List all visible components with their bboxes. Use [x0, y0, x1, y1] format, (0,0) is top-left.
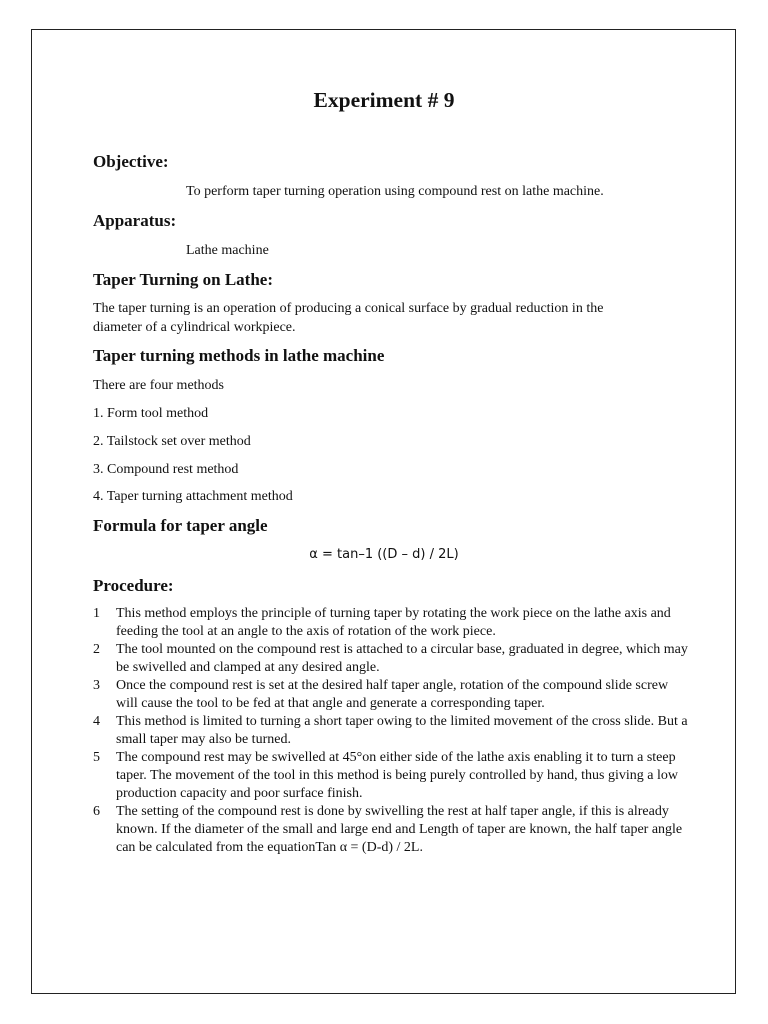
step-text: Once the compound rest is set at the desired half taper angle, rotation of the compound slide screw will cause the tool to be fed at that angle and generate a corresponding taper.	[116, 678, 669, 711]
step-number: 2	[93, 642, 100, 657]
formula-heading: Formula for taper angle	[93, 516, 268, 535]
procedure-step	[93, 677, 693, 713]
objective-text: To perform taper turning operation using compound rest on lathe machine.	[186, 184, 604, 199]
apparatus-text: Lathe machine	[186, 243, 269, 258]
step-number: 5	[93, 750, 100, 765]
method-item-4: 4. Taper turning attachment method	[93, 489, 293, 504]
step-number: 3	[93, 678, 100, 693]
step-number: 6	[93, 804, 100, 819]
taper-turning-line-1: The taper turning is an operation of producing a conical surface by gradual reduction in the	[93, 301, 604, 316]
procedure-step	[93, 713, 693, 749]
taper-turning-line-2: diameter of a cylindrical workpiece.	[93, 320, 296, 335]
procedure-step	[93, 605, 693, 641]
procedure-step	[93, 641, 693, 677]
procedure-step	[93, 749, 693, 803]
step-text: The compound rest may be swivelled at 45°on either side of the lathe axis enabling it to turn a steep taper. The movement of the tool in this method is being purely controlled by hand, thus giving a low production capacity and poor surface finish.	[116, 750, 678, 801]
step-text: The tool mounted on the compound rest is attached to a circular base, graduated in degree, which may be swivelled and clamped at any desired angle.	[116, 642, 688, 675]
procedure-list	[93, 605, 693, 857]
step-number: 1	[93, 606, 100, 621]
method-item-2: 2. Tailstock set over method	[93, 434, 251, 449]
step-text: The setting of the compound rest is done by swivelling the rest at half taper angle, if this is already known. If the diameter of the small and large end and Length of taper are known, the half taper angle can be calculated from the equationTan α = (D-d) / 2L.	[116, 804, 683, 855]
page-title: Experiment # 9	[313, 88, 455, 112]
methods-heading: Taper turning methods in lathe machine	[93, 346, 385, 365]
step-text: This method employs the principle of turning taper by rotating the work piece on the lathe axis and feeding the tool at an angle to the axis of rotation of the work piece.	[116, 606, 671, 639]
step-text: This method is limited to turning a short taper owing to the limited movement of the cross slide. But a small taper may also be turned.	[116, 714, 688, 747]
method-item-1: 1. Form tool method	[93, 406, 209, 421]
method-item-3: 3. Compound rest method	[93, 462, 239, 477]
procedure-step	[93, 803, 693, 857]
procedure-heading: Procedure:	[93, 576, 174, 595]
methods-intro: There are four methods	[93, 378, 224, 393]
step-number: 4	[93, 714, 100, 729]
taper-angle-formula: α = tan–1 ((D – d) / 2L)	[309, 547, 459, 562]
apparatus-heading: Apparatus:	[93, 211, 177, 230]
taper-turning-heading: Taper Turning on Lathe:	[93, 270, 273, 289]
objective-heading: Objective:	[93, 152, 169, 171]
